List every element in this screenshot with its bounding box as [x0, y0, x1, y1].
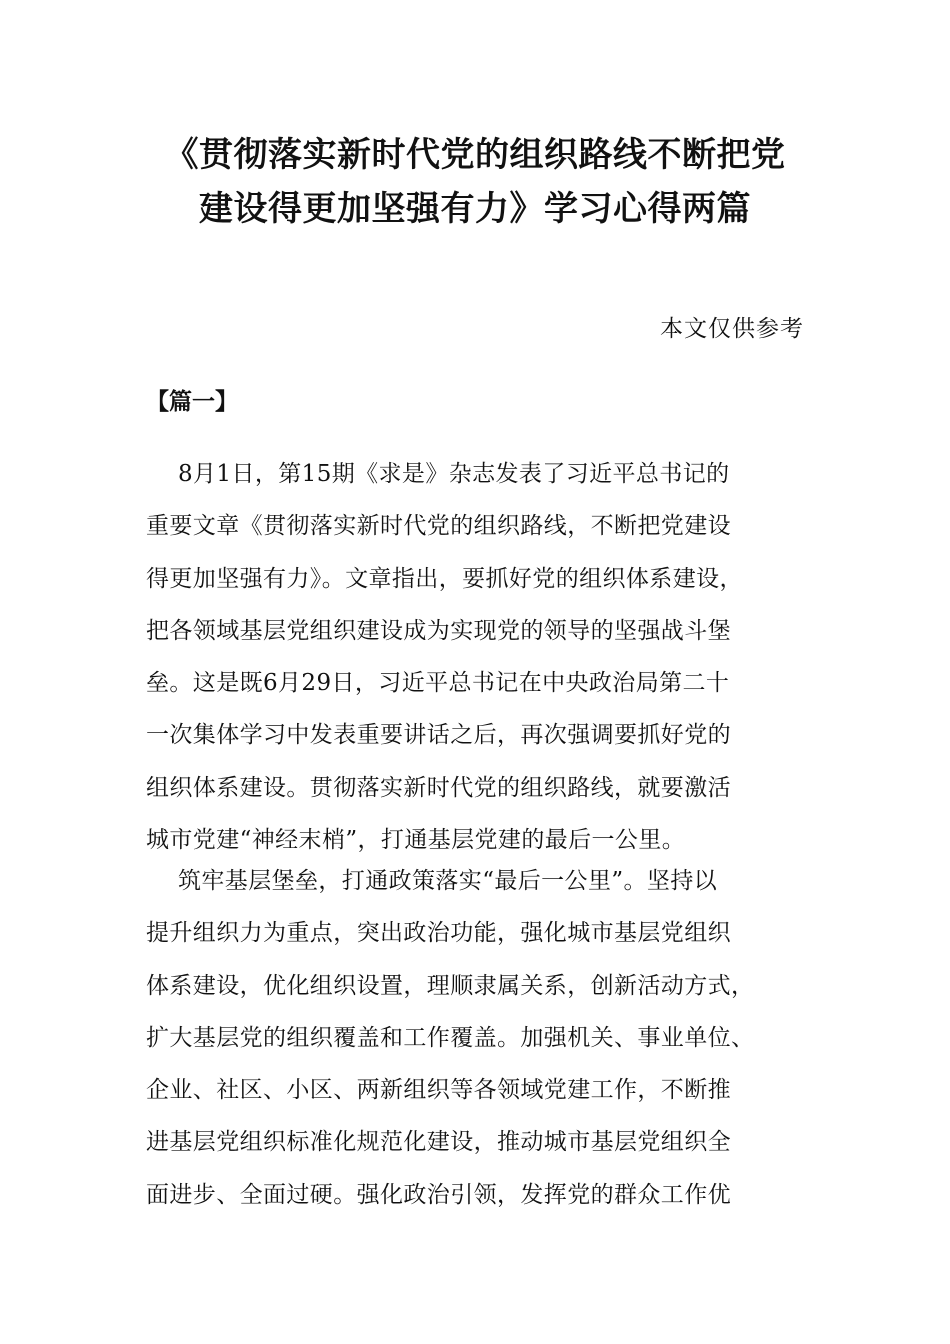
paragraph-line: 得更加坚强有力》。文章指出，要抓好党的组织体系建设，	[146, 565, 743, 592]
paragraph	[146, 855, 806, 1221]
paragraph	[146, 448, 806, 866]
paragraph-line: 面进步、全面过硬。强化政治引领，发挥党的群众工作优	[146, 1181, 731, 1208]
paragraph-line: 重要文章《贯彻落实新时代党的组织路线，不断把党建设	[146, 513, 731, 540]
paragraph-line: 一次集体学习中发表重要讲话之后，再次强调要抓好党的	[146, 722, 731, 749]
paragraph-line: 筑牢基层堡垒，打通政策落实“最后一公里”。坚持以	[178, 868, 718, 894]
paragraph-line: 扩大基层党的组织覆盖和工作覆盖。加强机关、事业单位、	[146, 1024, 755, 1051]
title-line: 建设得更加坚强有力》学习心得两篇	[199, 189, 751, 229]
document-title	[120, 128, 830, 236]
paragraph-line: 垒。这是既6月29日，习近平总书记在中央政治局第二十	[146, 670, 730, 697]
paragraph-line: 组织体系建设。贯彻落实新时代党的组织路线，就要激活	[146, 774, 731, 801]
reference-note: 本文仅供参考	[660, 316, 804, 342]
paragraph-line: 进基层党组织标准化规范化建设，推动城市基层党组织全	[146, 1129, 731, 1156]
paragraph-line: 企业、社区、小区、两新组织等各领域党建工作，不断推	[146, 1077, 731, 1104]
title-line: 《贯彻落实新时代党的组织路线不断把党	[164, 135, 786, 175]
paragraph-line: 提升组织力为重点，突出政治功能，强化城市基层党组织	[146, 920, 731, 947]
section-heading: 【篇一】	[146, 389, 238, 415]
paragraph-line: 把各领域基层党组织建设成为实现党的领导的坚强战斗堡	[146, 617, 731, 644]
paragraph-line: 8月1日，第15期《求是》杂志发表了习近平总书记的	[178, 461, 730, 487]
paragraph-line: 体系建设，优化组织设置，理顺隶属关系，创新活动方式，	[146, 972, 755, 999]
paragraph-line: 城市党建“神经末梢”，打通基层党建的最后一公里。	[146, 827, 686, 854]
